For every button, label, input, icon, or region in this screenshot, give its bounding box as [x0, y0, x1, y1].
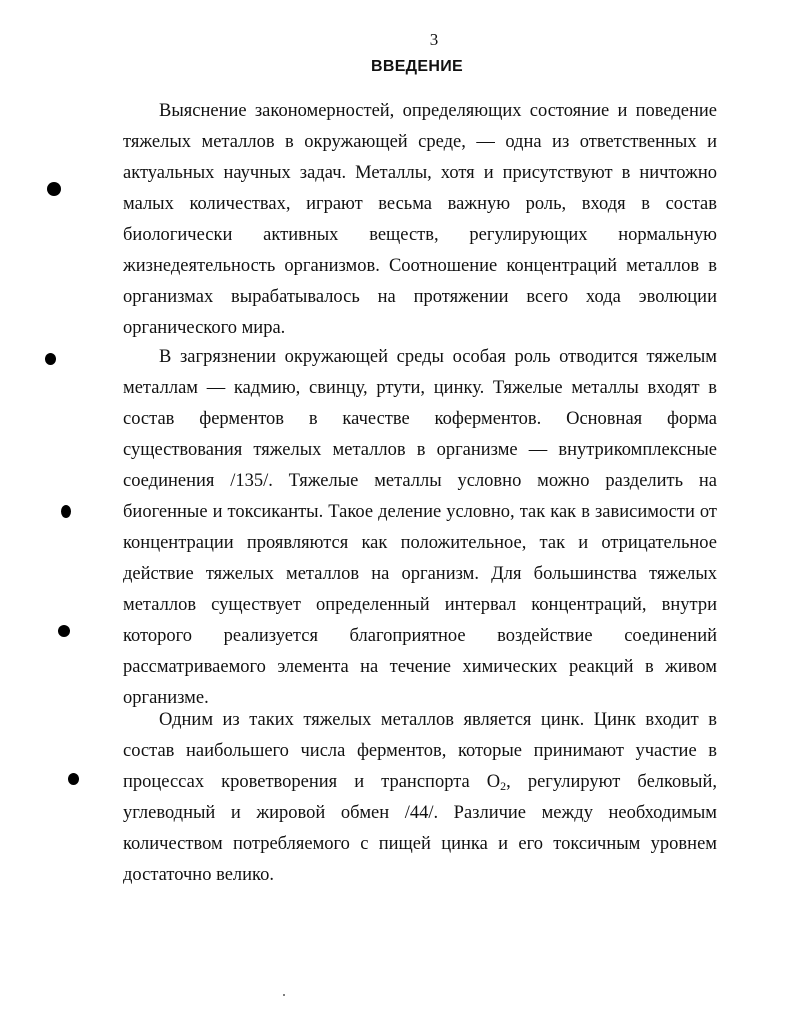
paragraph-zinc-text-start: Одним из таких тяжелых металлов является цинк. Цинк входит в состав наибольшего числа ферментов, которые принимают участие в процессах кроветворения и транспорта O: [123, 710, 717, 792]
punch-hole-mark: [45, 353, 56, 365]
paragraph-zinc-text-end: , регулируют белковый, углеводный и жировой обмен /44/. Различие между необходимым количеством потребляемого с пищей цинка и его токсичным уровнем достаточно велико.: [123, 772, 717, 885]
punch-hole-mark: [58, 625, 70, 637]
paragraph-zinc: [123, 705, 717, 891]
punch-hole-mark: [68, 773, 79, 785]
section-heading: ВВЕДЕНИЕ: [371, 58, 463, 75]
punch-hole-mark: [61, 505, 71, 518]
punch-hole-mark: [47, 182, 61, 196]
oxygen-subscript: 2: [500, 779, 507, 793]
scan-speck: [283, 994, 285, 996]
paragraph-intro: Выяснение закономерностей, определяющих состояние и поведение тяжелых металлов в окружающей среде, — одна из ответственных и актуальных научных задач. Металлы, хотя и присутствуют в ничтожно малых количествах, играют весьма важную роль, входя в состав биологически активных веществ, регулирующих нормальную жизнедеятельность организмов. Соотношение концентраций металлов в организмах вырабатывалось на протяжении всего хода эволюции органического мира.: [123, 101, 717, 338]
paragraph-pollution: В загрязнении окружающей среды особая роль отводится тяжелым металлам — кадмию, свинцу, ртути, цинку. Тяжелые металлы входят в состав ферментов в качестве коферментов. Основная форма существования тяжелых металлов в организме — внутрикомплексные соединения /135/. Тяжелые металлы условно можно разделить на биогенные и токсиканты. Такое деление условно, так как в зависимости от концентрации проявляются как положительное, так и отрицательное действие тяжелых металлов на организм. Для большинства тяжелых металлов существует определенный интервал концентраций, внутри которого реализуется благоприятное воздействие соединений рассматриваемого элемента на течение химических реакций в живом организме.: [123, 347, 717, 708]
page-number: 3: [429, 30, 439, 49]
